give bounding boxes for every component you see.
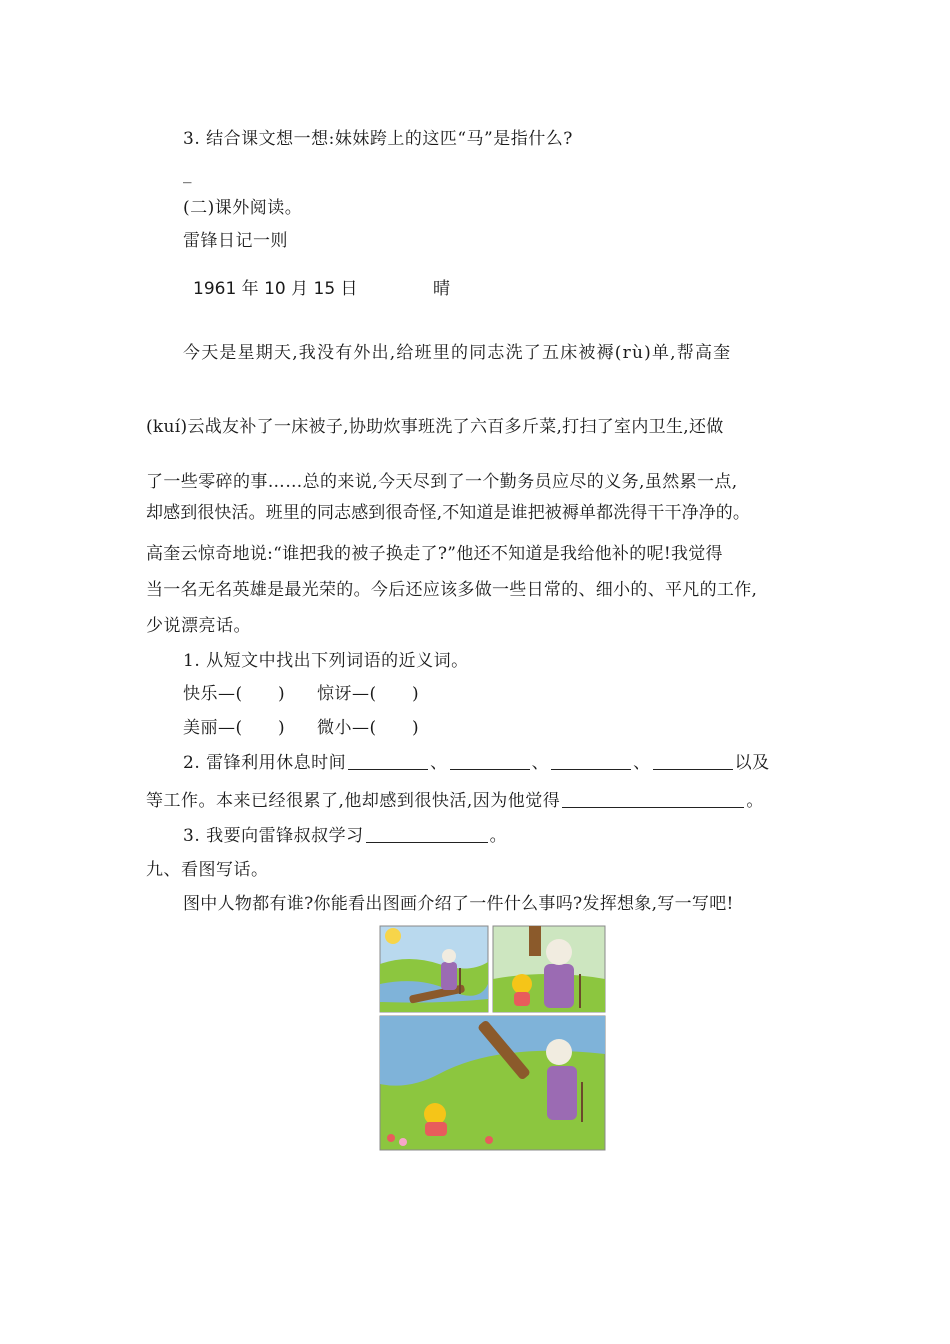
answer-mark: _ bbox=[183, 164, 192, 184]
q3-end: 。 bbox=[489, 826, 508, 846]
lesson-question-3: 3. 结合课文想一想:妹妹跨上的这匹“马”是指什么? bbox=[183, 129, 573, 149]
q2-line-2-end: 。 bbox=[746, 791, 764, 811]
answer-blank[interactable] bbox=[450, 751, 530, 770]
passage-line: 高奎云惊奇地说:“谁把我的被子换走了?”他还不知道是我给他补的呢!我觉得 bbox=[146, 544, 723, 564]
passage-line: 却感到很快活。班里的同志感到很奇怪,不知道是谁把被褥单都洗得干干净净的。 bbox=[146, 503, 751, 523]
diary-title: 雷锋日记一则 bbox=[183, 231, 288, 251]
answer-blank[interactable] bbox=[551, 751, 631, 770]
separator: 、 bbox=[531, 753, 550, 773]
passage-line: 了一些零碎的事……总的来说,今天尽到了一个勤务员应尽的义务,虽然累一点, bbox=[146, 472, 738, 492]
q1-prompt: 1. 从短文中找出下列词语的近义词。 bbox=[183, 651, 469, 671]
passage-line: 今天是星期天,我没有外出,给班里的同志洗了五床被褥(rù)单,帮高奎 bbox=[183, 343, 732, 363]
q1-item: 微小—( ) bbox=[317, 718, 420, 738]
panel-1 bbox=[380, 926, 488, 1012]
picture-story-illustration bbox=[379, 924, 607, 1152]
panel-2 bbox=[493, 926, 605, 1012]
separator: 、 bbox=[430, 753, 448, 773]
q2-line-2 bbox=[146, 789, 764, 813]
passage-line: (kuí)云战友补了一床被子,协助炊事班洗了六百多斤菜,打扫了室内卫生,还做 bbox=[146, 417, 724, 437]
q1-item: 快乐—( ) bbox=[183, 684, 286, 704]
section-nine-heading: 九、看图写话。 bbox=[146, 860, 269, 880]
q2-line-1-end: 以及 bbox=[734, 753, 770, 773]
q2-line-2-start: 等工作。本来已经很累了,他却感到很快活,因为他觉得 bbox=[146, 791, 561, 811]
diary-weather: 晴 bbox=[433, 279, 451, 299]
separator: 、 bbox=[633, 753, 651, 773]
passage-line: 少说漂亮话。 bbox=[146, 616, 251, 636]
section-nine-prompt: 图中人物都有谁?你能看出图画介绍了一件什么事吗?发挥想象,写一写吧! bbox=[183, 894, 734, 914]
answer-blank[interactable] bbox=[653, 751, 733, 770]
answer-blank[interactable] bbox=[348, 751, 428, 770]
q1-item: 美丽—( ) bbox=[183, 718, 286, 738]
q3-line bbox=[183, 824, 507, 848]
answer-blank[interactable] bbox=[562, 789, 744, 808]
q1-item: 惊讶—( ) bbox=[317, 684, 420, 704]
section-reading-heading: (二)课外阅读。 bbox=[183, 198, 303, 218]
passage-line: 当一名无名英雄是最光荣的。今后还应该多做一些日常的、细小的、平凡的工作, bbox=[146, 580, 758, 600]
diary-date: 1961 年 10 月 15 日 bbox=[193, 279, 358, 299]
q3-start: 3. 我要向雷锋叔叔学习 bbox=[183, 826, 364, 846]
q2-line-1 bbox=[183, 751, 770, 775]
q2-line-1-start: 2. 雷锋利用休息时间 bbox=[183, 753, 347, 773]
answer-blank[interactable] bbox=[366, 824, 488, 843]
panel-3 bbox=[380, 1016, 605, 1150]
